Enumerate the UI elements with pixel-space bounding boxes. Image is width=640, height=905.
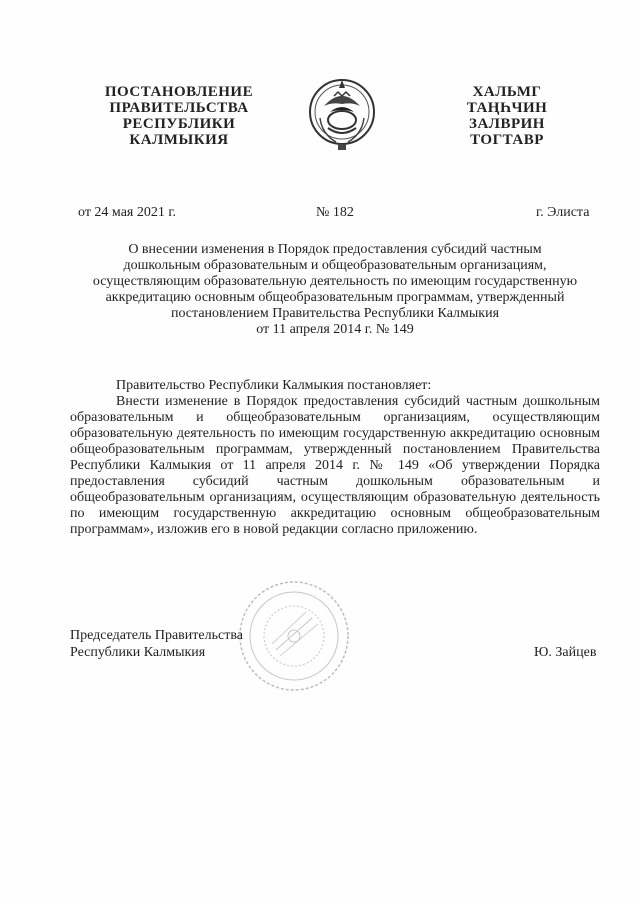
document-number: № 182 — [316, 205, 354, 220]
document-date: от 24 мая 2021 г. — [78, 205, 177, 220]
signatory-position — [70, 627, 243, 661]
signatory-name: Ю. Зайцев — [534, 645, 597, 660]
header-right-line: ХАЛЬМГ — [472, 84, 542, 100]
header-left-line: РЕСПУБЛИКИ — [122, 116, 236, 132]
title-line: дошкольным образовательным и общеобразовательным организациям, — [123, 258, 547, 273]
title-line: постановлением Правительства Республики Калмыкия — [170, 306, 500, 321]
signatory-position-line: Республики Калмыкия — [70, 645, 206, 660]
signatory-position-line: Председатель Правительства — [70, 628, 243, 643]
document-body — [70, 378, 600, 538]
title-line: аккредитацию основным общеобразовательным программам, утвержденный — [105, 290, 565, 305]
title-line: от 11 апреля 2014 г. № 149 — [256, 322, 414, 337]
official-stamp-icon — [236, 578, 352, 694]
header-left-russian — [96, 84, 262, 148]
header-right-kalmyk — [452, 84, 562, 148]
header-left-line: ПРАВИТЕЛЬСТВА — [109, 100, 249, 116]
header-left-line: КАЛМЫКИЯ — [129, 132, 229, 148]
title-line: О внесении изменения в Порядок предоставления субсидий частным — [128, 242, 542, 257]
header-right-line: ТОГТАВР — [470, 132, 544, 148]
coat-of-arms-kalmykia-icon — [302, 66, 382, 156]
title-line: осуществляющим образовательную деятельность по имеющим государственную — [92, 274, 578, 289]
resolution-intro: Правительство Республики Калмыкия постановляет: — [116, 378, 432, 393]
resolution-text: Внести изменение в Порядок предоставления субсидий частным дошкольным образовательным и общеобразовательным организациям, осуществляющим образовательную деятельность по имеющим государственную аккредитацию основным общеобразовательным программам, утвержденный постановлением Правительства Республики Калмыкия от 11 апреля 2014 г. № 149 «Об утверждении Порядка предоставления субсидий частным дошкольным образовательным и общеобразовательным организациям, осуществляющим образовательную деятельность по имеющим государственную аккредитацию основным общеобразовательным программам», изложив его в новой редакции согласно приложению. — [70, 394, 600, 537]
document-title — [70, 242, 600, 338]
header-right-line: ТАҢҺЧИН — [466, 100, 548, 116]
header-left-line: ПОСТАНОВЛЕНИЕ — [104, 84, 254, 100]
header-right-line: ЗАЛВРИН — [469, 116, 545, 132]
document-city: г. Элиста — [536, 205, 590, 220]
